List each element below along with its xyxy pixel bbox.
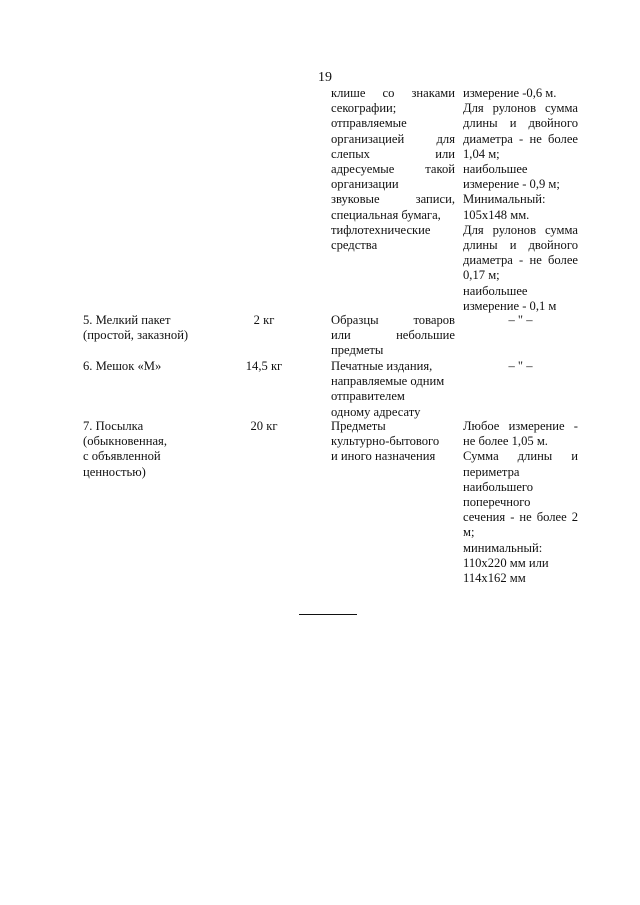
text-line: Образцы товаров [331,313,455,327]
text-line: и иного назначения [331,449,436,464]
text-line: 114x162 мм [463,571,526,586]
text-line: 0,17 м; [463,268,500,283]
row-5-contents [331,313,455,359]
text-line: 110x220 мм или [463,555,549,570]
text-line: Предметы [331,419,386,433]
text-line: наибольшего [463,479,534,494]
text-line: предметы [331,343,384,358]
row-5-dimensions [463,313,578,328]
text-line: Сумма длины и [463,449,578,464]
row-7-contents [331,419,455,465]
page-number: 19 [318,70,332,85]
continuation-contents [331,86,455,253]
text-line: направляемые одним [331,374,445,389]
text-line: длины и двойного [463,116,578,131]
text-line: одному адресату [331,404,421,419]
text-line: Для рулонов сумма [463,101,578,116]
text-line: звуковые записи, [331,192,455,207]
text-line: диаметра - не более [463,131,578,146]
text-line: клише со знаками [331,86,455,100]
row-7-dimensions [463,419,578,586]
text-line: (обыкновенная, [83,434,167,449]
text-line: отправителем [331,389,405,404]
text-line: средства [331,238,378,253]
text-line: м; [463,525,475,540]
text-line: с объявленной [83,449,161,464]
text-line: измерение - 0,1 м [463,298,557,313]
text-line: организации [331,177,399,192]
text-line: сечения - не более 2 [463,510,578,525]
text-line: Печатные издания, [331,359,433,373]
text-line: поперечного [463,495,531,510]
text-line: секографии; [331,101,397,116]
text-line: диаметра - не более [463,253,578,268]
text-line: наибольшее [463,283,528,298]
row-6-name [83,359,203,374]
text-line: наибольшее [463,162,528,177]
text-line: (простой, заказной) [83,328,189,343]
text-line: 105x148 мм. [463,207,530,222]
text-line: организацией для [331,131,455,146]
text-line: длины и двойного [463,238,578,253]
text-line: тифлотехнические [331,222,431,237]
text-line: периметра [463,464,520,479]
text-line: или небольшие [331,328,455,343]
text-line: Любое измерение - [463,419,578,433]
text-line: измерение - 0,9 м; [463,177,560,192]
text-line: Для рулонов сумма [463,222,578,237]
text-line: слепых или [331,146,455,161]
text-line: 1,04 м; [463,146,500,161]
text-line: 5. Мелкий пакет [83,313,171,327]
text-line: не более 1,05 м. [463,434,548,449]
text-line: адресуемые такой [331,162,455,177]
row-7-weight: 20 кг [250,419,278,433]
text-line: отправляемые [331,116,407,131]
text-line: культурно-бытового [331,434,440,449]
row-6-weight: 14,5 кг [245,359,283,373]
text-line: измерение -0,6 м. [463,86,557,100]
text-line: специальная бумага, [331,207,441,222]
row-6-contents [331,359,455,420]
row-7-name [83,419,203,480]
row-5-weight: 2 кг [253,313,275,327]
ditto-mark: – " – [508,313,533,327]
row-6-dimensions [463,359,578,374]
row-5-name [83,313,203,343]
text-line: 7. Посылка [83,419,144,433]
continuation-dimensions [463,86,578,314]
text-line: ценностью) [83,464,146,479]
ditto-mark: – " – [508,359,533,373]
text-line: 6. Мешок «М» [83,359,162,373]
end-divider [299,614,357,615]
text-line: Минимальный: [463,192,546,207]
text-line: минимальный: [463,540,543,555]
